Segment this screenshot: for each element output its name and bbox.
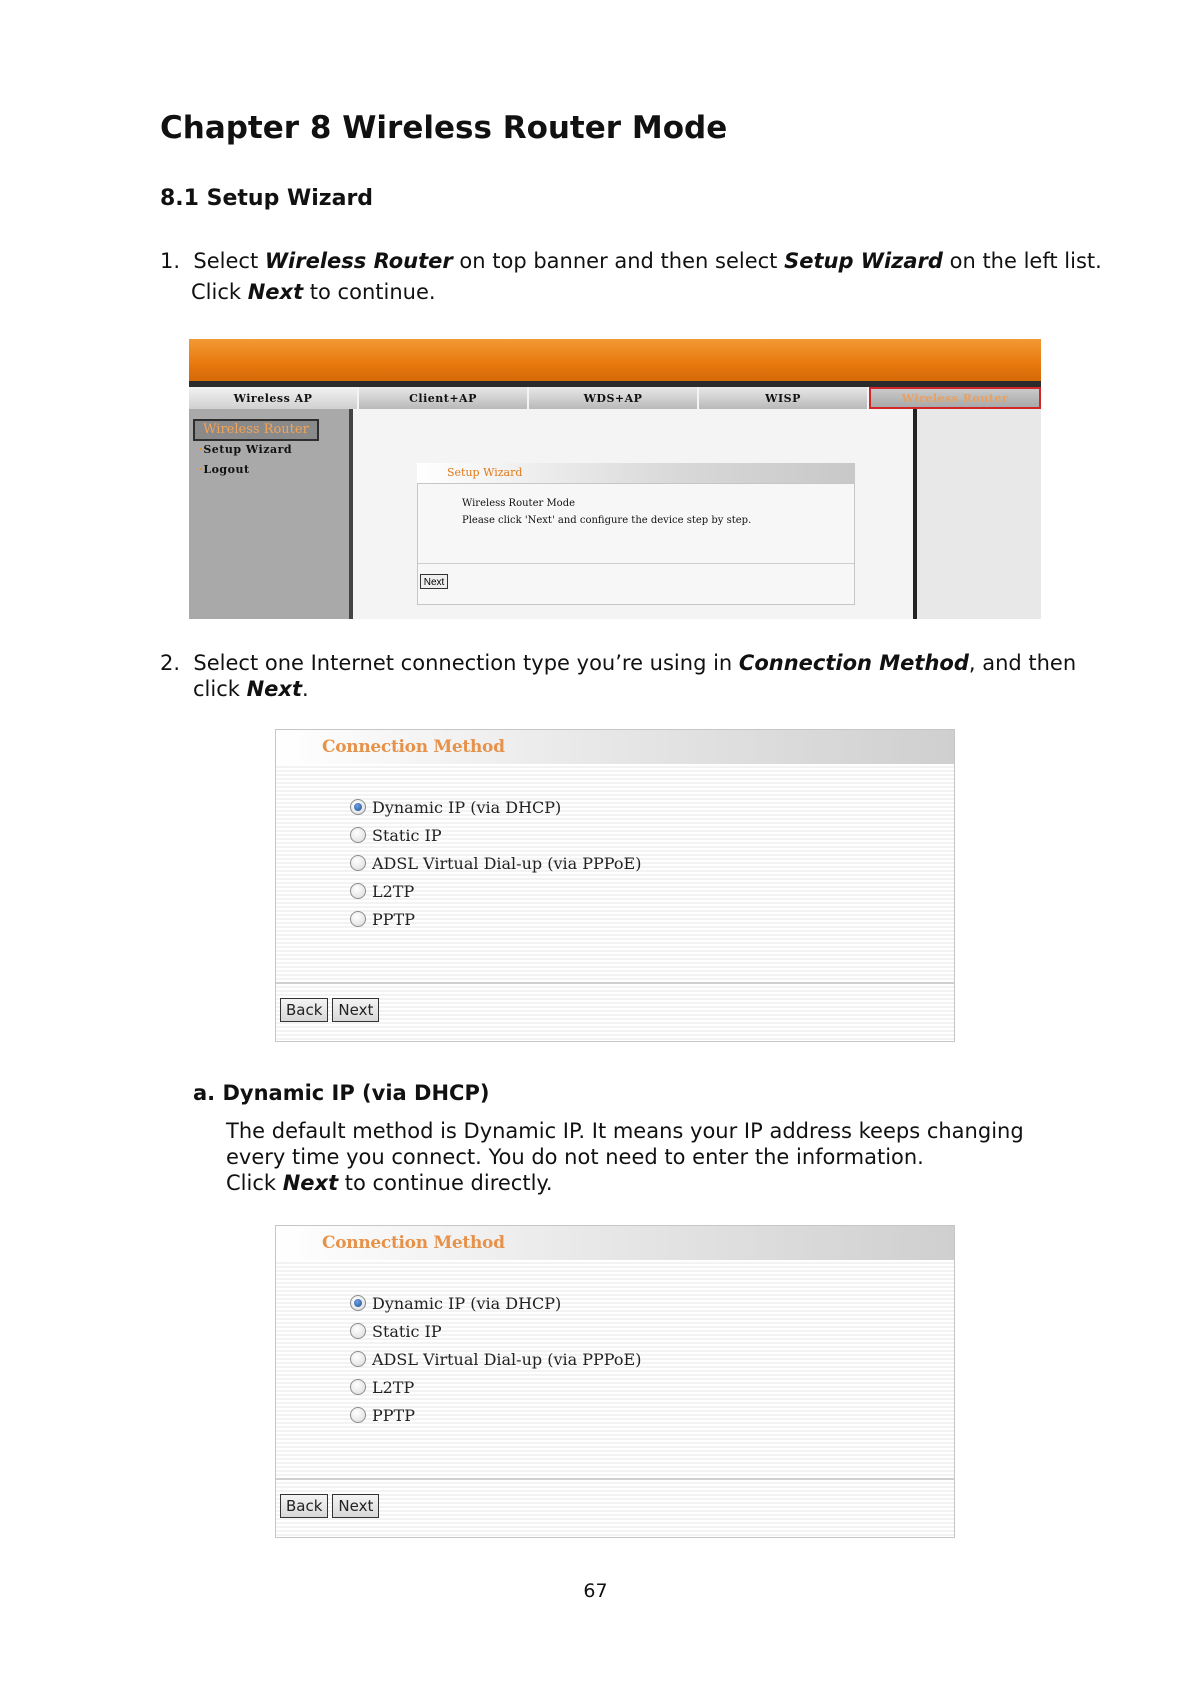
connection-method-panel-2: [275, 1225, 955, 1538]
wizard-body: [417, 483, 855, 605]
panel-header: [276, 730, 954, 764]
step1-text: Select: [193, 249, 265, 273]
radio-checked-icon[interactable]: [350, 1295, 366, 1311]
chapter-title: Chapter 8 Wireless Router Mode: [160, 110, 728, 146]
tab-wireless-router[interactable]: Wireless Router: [869, 387, 1041, 409]
right-panel: [917, 409, 1041, 619]
option-label: Static IP: [372, 1321, 442, 1341]
radio-icon[interactable]: [350, 911, 366, 927]
mode-tabs: [189, 387, 1041, 409]
tab-wireless-ap[interactable]: Wireless AP: [189, 387, 359, 409]
connection-options: [350, 1289, 641, 1429]
wizard-mode-text: Wireless Router Mode: [462, 498, 576, 509]
step1-next: Next: [247, 280, 304, 304]
panel-buttons: [280, 1494, 379, 1518]
option-label: L2TP: [372, 881, 415, 901]
next-button[interactable]: Next: [332, 1494, 379, 1518]
step1-paragraph: [160, 246, 1102, 277]
option-label: ADSL Virtual Dial-up (via PPPoE): [372, 1349, 642, 1369]
subsection-a-line3-post: to continue directly.: [338, 1171, 553, 1195]
option-l2tp[interactable]: [350, 877, 641, 905]
bullet-icon: ·: [199, 443, 204, 456]
step1-number: 1.: [160, 249, 181, 273]
radio-icon[interactable]: [350, 827, 366, 843]
subsection-a-line3: [226, 1168, 553, 1199]
menu-title-wireless-router[interactable]: Wireless Router: [193, 419, 319, 441]
panel-buttons: [280, 998, 379, 1022]
next-button[interactable]: Next: [420, 574, 448, 589]
option-dynamic-ip[interactable]: [350, 793, 641, 821]
step2-next: Next: [246, 677, 303, 701]
radio-icon[interactable]: [350, 1323, 366, 1339]
section-title: 8.1 Setup Wizard: [160, 186, 374, 211]
option-pppoe[interactable]: [350, 849, 641, 877]
option-label: Static IP: [372, 825, 442, 845]
connection-options: [350, 793, 641, 933]
wizard-instruction: Please click 'Next' and configure the device step by step.: [462, 515, 752, 526]
menu-item-label: Logout: [203, 463, 250, 476]
subsection-a-line2: every time you connect. You do not need to enter the information.: [226, 1145, 924, 1169]
step2-connection-method: Connection Method: [738, 651, 969, 675]
radio-checked-icon[interactable]: [350, 799, 366, 815]
option-label: PPTP: [372, 909, 415, 929]
radio-icon[interactable]: [350, 855, 366, 871]
step1-setup-wizard: Setup Wizard: [784, 249, 943, 273]
step2-text: Select one Internet connection type you’re using in: [193, 651, 739, 675]
wizard-title: Setup Wizard: [447, 466, 523, 479]
subsection-a-line3-text: Click: [226, 1171, 283, 1195]
radio-icon[interactable]: [350, 1379, 366, 1395]
step2-text-post: , and then: [968, 651, 1077, 675]
bullet-icon: ·: [199, 463, 204, 476]
tab-wisp[interactable]: WISP: [699, 387, 869, 409]
wizard-divider: [418, 563, 854, 564]
option-label: L2TP: [372, 1377, 415, 1397]
step2-line2-post: .: [302, 677, 309, 701]
radio-icon[interactable]: [350, 1407, 366, 1423]
back-button[interactable]: Back: [280, 1494, 328, 1518]
option-pptp[interactable]: [350, 905, 641, 933]
option-dynamic-ip[interactable]: [350, 1289, 641, 1317]
panel-title: Connection Method: [322, 737, 505, 757]
radio-icon[interactable]: [350, 883, 366, 899]
option-pppoe[interactable]: [350, 1345, 641, 1373]
router-ui-screenshot: [189, 339, 1041, 619]
option-pptp[interactable]: [350, 1401, 641, 1429]
step2-number: 2.: [160, 651, 181, 675]
tab-wds-ap[interactable]: WDS+AP: [529, 387, 699, 409]
step2-paragraph-line2: [193, 674, 309, 705]
page-number: 67: [583, 1580, 608, 1602]
option-label: Dynamic IP (via DHCP): [372, 797, 562, 817]
menu-item-label: Setup Wizard: [203, 443, 293, 456]
tab-client-ap[interactable]: Client+AP: [359, 387, 529, 409]
panel-title: Connection Method: [322, 1233, 505, 1253]
next-button[interactable]: Next: [332, 998, 379, 1022]
back-button[interactable]: Back: [280, 998, 328, 1022]
step1-line2-text: Click: [191, 280, 248, 304]
menu-item-logout[interactable]: [199, 463, 250, 476]
radio-icon[interactable]: [350, 1351, 366, 1367]
step1-text-mid: on top banner and then select: [452, 249, 785, 273]
left-menu: [189, 409, 349, 619]
menu-item-setup-wizard[interactable]: [199, 443, 292, 456]
connection-method-panel: [275, 729, 955, 1042]
subsection-a-next: Next: [282, 1171, 339, 1195]
panel-divider: [276, 982, 954, 984]
option-static-ip[interactable]: [350, 821, 641, 849]
step1-paragraph-line2: [191, 277, 436, 308]
step2-line2-text: click: [193, 677, 247, 701]
orange-banner: [189, 339, 1041, 381]
step1-line2-post: to continue.: [303, 280, 436, 304]
subsection-a-line1: The default method is Dynamic IP. It means your IP address keeps changing: [226, 1119, 1024, 1143]
wizard-header: [417, 463, 855, 483]
option-label: ADSL Virtual Dial-up (via PPPoE): [372, 853, 642, 873]
subsection-a-heading: a. Dynamic IP (via DHCP): [193, 1081, 490, 1105]
panel-header: [276, 1226, 954, 1260]
step1-text-post: on the left list.: [942, 249, 1102, 273]
option-label: PPTP: [372, 1405, 415, 1425]
option-static-ip[interactable]: [350, 1317, 641, 1345]
option-l2tp[interactable]: [350, 1373, 641, 1401]
panel-divider: [276, 1478, 954, 1480]
option-label: Dynamic IP (via DHCP): [372, 1293, 562, 1313]
step1-wireless-router: Wireless Router: [264, 249, 453, 273]
